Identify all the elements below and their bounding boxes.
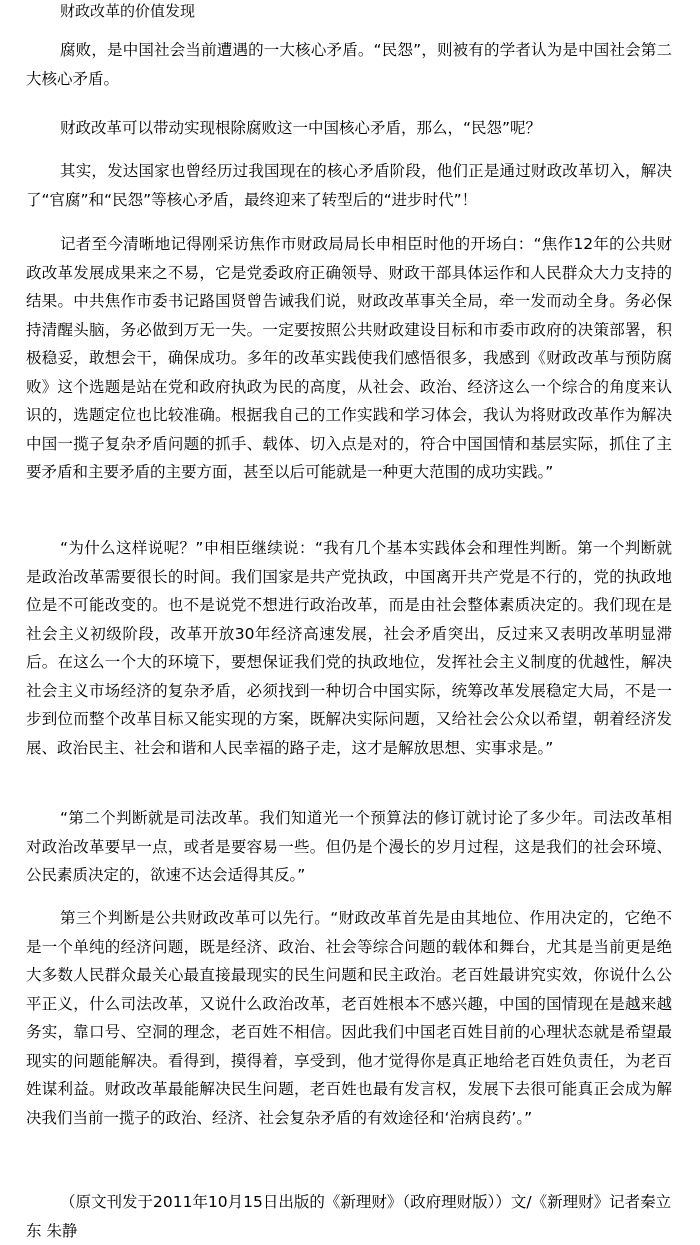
paragraph-interview-opening: 记者至今清晰地记得刚采访焦作市财政局局长申相臣时他的开场白：“焦作12年的公共财政改革发展成果来之不易，它是党委政府正确领导、财政干部具体运作和人民群众大力支持的结果。中共焦作市委书记路国贤曾告诫我们说，财政改革事关全局，牵一发而动全身。务必保持清醒头脑，务必做到万无一失。一定要按照公共财政建设目标和市委市政府的决策部署，积极稳妥，敢想会干，确保成功。多年的改革实践使我们感悟很多，我感到《财政改革与预防腐败》这个选题是站在党和政府执政为民的高度，从社会、政治、经济这么一个综合的角度来认识的，选题定位也比较准确。根据我自己的工作实践和学习体会，我认为将财政改革作为解决中国一揽子复杂矛盾问题的抓手、载体、切入点是对的，符合中国国情和基层实际，抓住了主要矛盾和主要矛盾的主要方面，甚至以后可能就是一种更大范围的成功实践。” — [26, 235, 672, 481]
article-title: 财政改革的价值发现 — [60, 2, 196, 20]
article-credit: （原文刊发于2011年10月15日出版的《新理财》（政府理财版））文/《新理财》记者秦立东 朱静 — [26, 1193, 672, 1240]
paragraph-question: 财政改革可以带动实现根除腐败这一中国核心矛盾，那么，“民怨”呢？ — [60, 119, 542, 137]
paragraph-third-judgment: 第三个判断是公共财政改革可以先行。“财政改革首先是由其地位、作用决定的，它绝不是一个单纯的经济问题，既是经济、政治、社会等综合问题的载体和舞台，尤其是当前更是绝大多数人民群众最关心最直接最现实的民生问题和民主政治。老百姓最讲究实效，你说什么公平正义，什么司法改革，又说什么政治改革，老百姓根本不感兴趣，中国的国情现在是越来越务实，靠口号、空洞的理念，老百姓不相信。因此我们中国老百姓目前的心理状态就是希望最现实的问题能解决。看得到，摸得着，享受到，他才觉得你是真正地给老百姓负责任，为老百姓谋利益。财政改革最能解决民生问题，老百姓也最有发言权，发展下去很可能真正会成为解决我们当前一揽子的政治、经济、社会复杂矛盾的有效途径和‘治病良药’。” — [26, 909, 672, 1127]
paragraph-second-judgment: “第二个判断就是司法改革。我们知道光一个预算法的修订就讨论了多少年。司法改革相对政治改革要早一点，或者是要容易一些。但仍是个漫长的岁月过程，这是我们的社会环境、公民素质决定的，欲速不达会适得其反。” — [26, 809, 672, 884]
paragraph-first-judgment: “为什么这样说呢？”申相臣继续说：“我有几个基本实践体会和理性判断。第一个判断就是政治改革需要很长的时间。我们国家是共产党执政，中国离开共产党是不行的，党的执政地位是不可能改变的。也不是说党不想进行政治改革，而是由社会整体素质决定的。我们现在是社会主义初级阶段，改革开放30年经济高速发展，社会矛盾突出，反过来又表明改革明显滞后。在这么一个大的环境下，要想保证我们党的执政地位，发挥社会主义制度的优越性，解决社会主义市场经济的复杂矛盾，必须找到一种切合中国实际，统筹改革发展稳定大局，不是一步到位而整个改革目标又能实现的方案，既解决实际问题，又给社会公众以希望，朝着经济发展、政治民主、社会和谐和人民幸福的路子走，这才是解放思想、实事求是。” — [26, 539, 672, 757]
paragraph-corruption: 腐败，是中国社会当前遭遇的一大核心矛盾。“民怨”，则被有的学者认为是中国社会第二大核心矛盾。 — [26, 41, 672, 88]
paragraph-developed-countries: 其实，发达国家也曾经历过我国现在的核心矛盾阶段，他们正是通过财政改革切入，解决了“官腐”和“民怨”等核心矛盾，最终迎来了转型后的“进步时代”！ — [26, 162, 672, 209]
